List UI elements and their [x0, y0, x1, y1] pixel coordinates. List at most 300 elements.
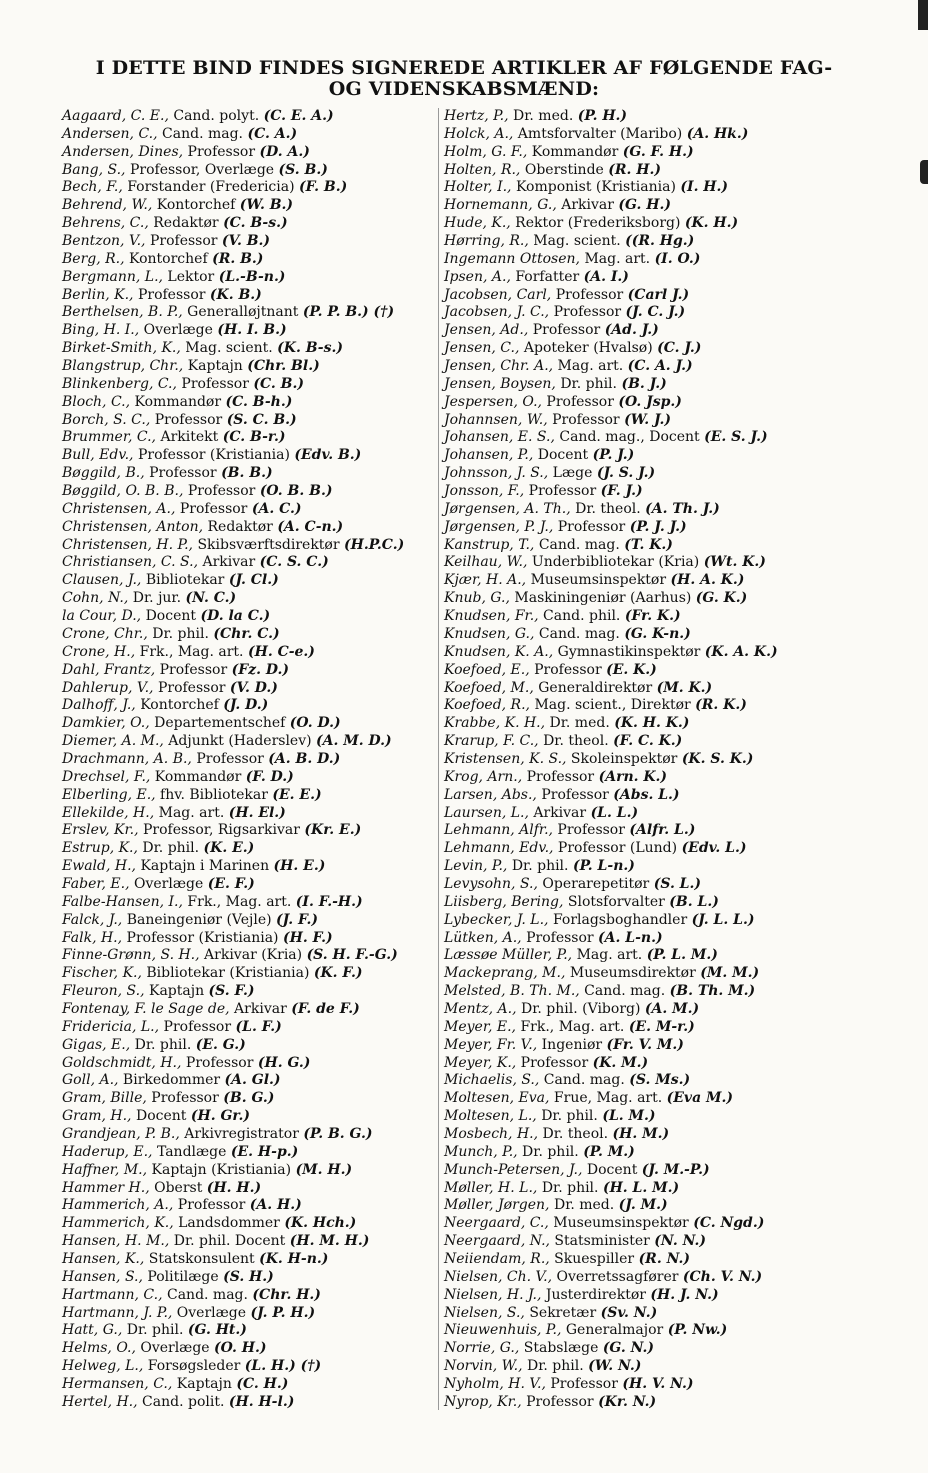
- list-item: [62, 1269, 434, 1287]
- list-item: [62, 662, 434, 680]
- contributor-signature: (I. O.): [654, 250, 701, 267]
- contributor-signature: (H. G.): [257, 1054, 311, 1071]
- contributor-signature: (B. G.): [223, 1090, 275, 1107]
- contributor-signature: (I. H.): [680, 179, 729, 196]
- list-item: [444, 1019, 844, 1037]
- list-item: [62, 1251, 434, 1269]
- contributor-title: Professor: [522, 768, 599, 785]
- list-item: [444, 179, 844, 197]
- contributor-signature: (K. A. K.): [704, 643, 778, 660]
- contributor-signature: (R. B.): [212, 250, 264, 267]
- contributor-name: Berthelsen, B. P.,: [62, 304, 183, 321]
- title-line-1: I DETTE BIND FINDES SIGNEREDE ARTIKLER AF FØLGENDE FAG-: [95, 57, 833, 79]
- contributor-signature: (T. K.): [624, 536, 673, 553]
- contributor-name: Nyholm, H. V.,: [444, 1376, 546, 1393]
- contributor-name: Gigas, E.,: [62, 1036, 131, 1053]
- contributor-title: Redaktør: [203, 518, 278, 535]
- list-item: [444, 215, 844, 233]
- list-item: [444, 805, 844, 823]
- list-item: [444, 787, 844, 805]
- contributor-title: Professor: [173, 1197, 250, 1214]
- contributor-signature: (Edv. L.): [681, 840, 747, 857]
- contributor-title: Operarepetitør: [537, 875, 654, 892]
- contributor-signature: (K. B-s.): [277, 340, 343, 357]
- contributor-name: Hatt, G.,: [62, 1322, 123, 1339]
- contributor-signature: (F. C. K.): [613, 733, 683, 750]
- contributor-signature: (S. F.): [208, 983, 255, 1000]
- contributor-title: Professor: [529, 661, 607, 678]
- contributor-title: Mag. scient.: [180, 340, 278, 357]
- contributor-name: Hammerich, K.,: [62, 1215, 174, 1232]
- contributor-title: Overlæge: [135, 1340, 215, 1357]
- contributor-title: Mag. art.: [580, 250, 655, 267]
- contributor-name: Borch, S. C.,: [62, 411, 151, 428]
- contributor-name: Kristensen, K. S.,: [444, 750, 567, 767]
- list-item: [62, 930, 434, 948]
- contributor-signature: (Ch. V. N.): [682, 1268, 763, 1285]
- contributor-name: Gram, Bille,: [62, 1090, 147, 1107]
- contributor-signature: (Wt. K.): [703, 554, 766, 571]
- contributor-signature: (W. N.): [588, 1358, 642, 1375]
- contributor-title: Kaptajn: [183, 358, 248, 375]
- contributor-title: Professor: [183, 483, 260, 500]
- contributor-title: Bibliotekar (Kristiania): [141, 965, 314, 982]
- contributor-title: Kontorchef: [152, 197, 240, 214]
- list-item: [444, 1180, 844, 1198]
- contributor-title: Dr. phil. Docent: [169, 1233, 290, 1250]
- contributor-signature: (J. D.): [223, 697, 269, 714]
- list-item: [444, 572, 844, 590]
- list-item: [444, 1072, 844, 1090]
- contributor-signature: (K. B.): [209, 286, 262, 303]
- list-item: [62, 162, 434, 180]
- contributor-name: Falbe-Hansen, I.,: [62, 893, 183, 910]
- contributor-name: Behrend, W.,: [62, 197, 153, 214]
- contributor-name: Jensen, Ad.,: [444, 322, 529, 339]
- contributor-name: Ingemann Ottosen,: [444, 250, 580, 267]
- contributor-signature: (C. B.): [253, 375, 304, 392]
- contributor-signature: (L. M.): [602, 1108, 656, 1125]
- contributor-name: Keilhau, W.,: [444, 554, 528, 571]
- list-item: [444, 1144, 844, 1162]
- list-item: [444, 840, 844, 858]
- list-item: [444, 733, 844, 751]
- contributor-signature: (A. M. D.): [316, 733, 392, 750]
- contributor-name: Christensen, H. P.,: [62, 536, 193, 553]
- right-column: [444, 108, 844, 1412]
- contributor-signature: (H. A. K.): [670, 572, 745, 589]
- contributor-signature: (C. H.): [236, 1376, 289, 1393]
- contributor-title: Cand. mag.: [539, 1072, 630, 1089]
- contributor-name: Goll, A.,: [62, 1072, 119, 1089]
- list-item: [62, 429, 434, 447]
- contributor-name: Holter, I.,: [444, 179, 512, 196]
- contributor-title: Professor: [549, 304, 626, 321]
- contributor-signature: (Fz. D.): [231, 661, 289, 678]
- contributor-title: Underbibliotekar (Kria): [527, 554, 704, 571]
- contributor-title: Professor: [191, 750, 269, 767]
- contributor-signature: (Eva M.): [666, 1090, 734, 1107]
- list-item: [62, 983, 434, 1001]
- contributor-signature: (R. H.): [608, 161, 661, 178]
- page-edge-mark: [918, 0, 928, 30]
- contributor-title: Museumsinspektør: [548, 1215, 694, 1232]
- contributor-title: Kaptajn: [172, 1376, 237, 1393]
- contributor-title: Professor: [183, 143, 260, 160]
- list-item: [444, 769, 844, 787]
- contributor-title: Frue, Mag. art.: [549, 1090, 667, 1107]
- list-item: [62, 1376, 434, 1394]
- contributor-name: Meyer, Fr. V.,: [444, 1036, 538, 1053]
- list-item: [444, 912, 844, 930]
- contributor-signature: (H. Gr.): [190, 1108, 250, 1125]
- contributor-title: Cand. polyt.: [168, 108, 264, 124]
- contributor-name: Hansen, H. M.,: [62, 1233, 170, 1250]
- contributor-name: Hørring, R.,: [444, 233, 529, 250]
- contributor-signature: (P. J.): [592, 447, 635, 464]
- list-item: [62, 1233, 434, 1251]
- contributor-name: Drechsel, F.,: [62, 768, 151, 785]
- contributor-title: Professor: [144, 465, 222, 482]
- contributor-signature: (S. C. B.): [226, 411, 297, 428]
- list-item: [62, 1072, 434, 1090]
- contributor-signature: (L. H.) (†): [244, 1358, 322, 1375]
- list-item: [444, 983, 844, 1001]
- contributor-signature: (K. Hch.): [284, 1215, 357, 1232]
- contributor-title: Rektor (Frederiksborg): [510, 215, 685, 232]
- contributor-title: Dr. phil.: [517, 1143, 584, 1160]
- contributor-signature: (F. D.): [245, 768, 294, 785]
- contributor-name: Brummer, C.,: [62, 429, 157, 446]
- contributor-name: Kjær, H. A.,: [444, 572, 527, 589]
- contributor-name: Neergaard, C.,: [444, 1215, 549, 1232]
- contributor-name: Lütken, A.,: [444, 929, 522, 946]
- contributor-title: Dr. jur.: [128, 590, 186, 607]
- contributor-signature: (K. M.): [592, 1054, 649, 1071]
- contributor-signature: (N. C.): [185, 590, 237, 607]
- contributor-name: Norrie, G.,: [444, 1340, 520, 1357]
- list-item: [62, 501, 434, 519]
- contributor-title: Professor (Lund): [553, 840, 682, 857]
- list-item: [62, 1126, 434, 1144]
- contributor-title: Frk., Mag. art.: [135, 643, 248, 660]
- contributor-title: fhv. Bibliotekar: [155, 786, 273, 803]
- list-item: [444, 483, 844, 501]
- contributor-signature: (G. K-n.): [624, 625, 691, 642]
- contributor-title: Professor: [155, 661, 232, 678]
- contributor-title: Cand. mag.: [579, 983, 670, 1000]
- contributor-name: Moltesen, Eva,: [444, 1090, 550, 1107]
- list-item: [62, 1358, 434, 1376]
- contributor-title: Mag. scient., Direktør: [530, 697, 696, 714]
- contributor-signature: (P. M.): [583, 1143, 635, 1160]
- contributor-signature: (B. Th. M.): [669, 983, 756, 1000]
- contributor-signature: (H. E.): [273, 858, 326, 875]
- contributor-name: Bang, S.,: [62, 161, 126, 178]
- list-item: [444, 1233, 844, 1251]
- contributor-signature: (K. S. K.): [681, 750, 754, 767]
- list-item: [444, 1108, 844, 1126]
- list-item: [62, 215, 434, 233]
- contributor-name: Haderup, E.,: [62, 1143, 153, 1160]
- contributor-name: Hornemann, G.,: [444, 197, 557, 214]
- contributor-title: Frk., Mag. art.: [516, 1018, 629, 1035]
- contributor-signature: (M. M.): [700, 965, 760, 982]
- list-item: [62, 287, 434, 305]
- list-item: [62, 554, 434, 572]
- contributor-name: Johansen, P.,: [444, 447, 534, 464]
- contributor-signature: (I. F.-H.): [295, 893, 363, 910]
- list-item: [444, 626, 844, 644]
- contributor-signature: (E. K.): [606, 661, 657, 678]
- contributor-title: Baneingeniør (Vejle): [122, 911, 277, 928]
- contributor-name: Birket-Smith, K.,: [62, 340, 181, 357]
- list-item: [444, 965, 844, 983]
- contributor-name: Laursen, L.,: [444, 804, 529, 821]
- contributor-name: Drachmann, A. B.,: [62, 750, 192, 767]
- contributor-name: la Cour, D.,: [62, 608, 142, 625]
- list-item: [444, 644, 844, 662]
- list-item: [444, 287, 844, 305]
- list-item: [444, 144, 844, 162]
- contributor-signature: (L. L.): [590, 804, 639, 821]
- contributor-name: Estrup, K.,: [62, 840, 138, 857]
- contributor-name: Dahlerup, V.,: [62, 679, 154, 696]
- contributor-signature: (F. J.): [600, 483, 643, 500]
- list-item: [444, 1287, 844, 1305]
- contributor-name: Bøggild, B.,: [62, 465, 145, 482]
- contributor-title: Museumsinspektør: [526, 572, 671, 589]
- contributor-signature: (A. Th. J.): [645, 500, 720, 517]
- contributor-title: Professor, Overlæge: [125, 161, 279, 178]
- list-item: [444, 1055, 844, 1073]
- list-item: [444, 715, 844, 733]
- contributor-name: Hammerich, A.,: [62, 1197, 174, 1214]
- contributor-name: Ellekilde, H.,: [62, 804, 155, 821]
- contributor-title: Professor: [153, 679, 230, 696]
- contributor-title: Birkedommer: [118, 1072, 225, 1089]
- list-item: [62, 894, 434, 912]
- contributor-signature: (C. J.): [657, 340, 702, 357]
- list-item: [62, 697, 434, 715]
- contributor-title: Dr. phil.: [147, 625, 214, 642]
- contributor-name: Faber, E.,: [62, 875, 130, 892]
- contributor-title: Dr. med.: [549, 1197, 619, 1214]
- list-item: [444, 608, 844, 626]
- contributor-signature: (F. de F.): [291, 1000, 360, 1017]
- contributor-title: Dr. theol.: [538, 1125, 613, 1142]
- list-item: [62, 126, 434, 144]
- list-item: [62, 769, 434, 787]
- contributor-name: Mackeprang, M.,: [444, 965, 566, 982]
- contributor-name: Nielsen, H. J.,: [444, 1286, 542, 1303]
- list-item: [62, 483, 434, 501]
- list-item: [62, 1090, 434, 1108]
- list-item: [444, 1269, 844, 1287]
- contributor-title: Kaptajn i Marinen: [136, 858, 274, 875]
- contributor-title: Professor: [175, 500, 252, 517]
- list-item: [62, 912, 434, 930]
- contributor-name: Christensen, A.,: [62, 500, 176, 517]
- list-item: [62, 412, 434, 430]
- contributor-name: Andersen, Dines,: [62, 143, 184, 160]
- list-item: [444, 412, 844, 430]
- contributor-name: Blangstrup, Chr.,: [62, 358, 184, 375]
- contributor-name: Læssøe Müller, P.,: [444, 947, 573, 964]
- contributor-title: Oberstinde: [520, 161, 609, 178]
- contributor-name: Crone, Chr.,: [62, 625, 148, 642]
- contributor-title: Dr. theol.: [538, 733, 614, 750]
- contributor-title: Arkivregistrator: [179, 1125, 304, 1142]
- list-item: [444, 108, 844, 126]
- list-item: [444, 1215, 844, 1233]
- list-item: [62, 519, 434, 537]
- contributor-title: Departementschef: [149, 715, 290, 732]
- contributor-title: Professor (Kristiania): [133, 447, 295, 464]
- contributor-name: Bentzon, V.,: [62, 233, 146, 250]
- list-item: [62, 644, 434, 662]
- contributor-signature: (A. H.): [249, 1197, 302, 1214]
- contributor-signature: (H. J. N.): [650, 1286, 719, 1303]
- list-item: [444, 662, 844, 680]
- contributor-title: Redaktør: [148, 215, 224, 232]
- contributor-title: Professor: [521, 929, 599, 946]
- list-item: [444, 376, 844, 394]
- contributor-signature: (D. A.): [259, 143, 310, 160]
- contributor-signature: (J. M.-P.): [641, 1161, 710, 1178]
- contributor-title: Arkitekt: [156, 429, 223, 446]
- contributor-title: Professor: [547, 411, 625, 428]
- contributor-title: Overlæge: [172, 1304, 251, 1321]
- list-item: [444, 394, 844, 412]
- contributor-name: Falck, J.,: [62, 911, 123, 928]
- contributor-name: Damkier, O.,: [62, 715, 150, 732]
- contributor-title: Mag. art.: [553, 358, 628, 375]
- contributor-signature: (V. D.): [229, 679, 278, 696]
- contributor-title: Forsøgsleder: [143, 1358, 245, 1375]
- contributor-name: Nielsen, S.,: [444, 1304, 525, 1321]
- contributor-title: Dr. phil.: [537, 1179, 603, 1196]
- contributor-title: Gymnastikinspektør: [553, 643, 705, 660]
- list-item: [62, 251, 434, 269]
- contributor-title: Adjunkt (Haderslev): [163, 733, 317, 750]
- contributor-title: Professor: [551, 286, 628, 303]
- list-item: [62, 1019, 434, 1037]
- contributor-name: Grandjean, P. B.,: [62, 1125, 180, 1142]
- contributor-title: Generalløjtnant: [182, 304, 303, 321]
- contributor-name: Ipsen, A.,: [444, 268, 511, 285]
- list-item: [62, 447, 434, 465]
- contributor-name: Hartmann, J. P.,: [62, 1304, 173, 1321]
- contributor-name: Hertel, H.,: [62, 1393, 138, 1410]
- contributor-signature: (W. B.): [239, 197, 294, 214]
- list-item: [62, 1215, 434, 1233]
- contributor-title: Forstander (Fredericia): [122, 179, 299, 196]
- list-item: [62, 322, 434, 340]
- contributor-name: Finne-Grønn, S. H.,: [62, 947, 200, 964]
- contributor-title: Mag. scient.: [528, 233, 626, 250]
- contributor-name: Hammer H.,: [62, 1179, 150, 1196]
- contributor-title: Sekretær: [524, 1304, 601, 1321]
- contributor-signature: (N. N.): [654, 1233, 706, 1250]
- contributor-signature: (B. L.): [669, 893, 719, 910]
- contributor-signature: (A. Gl.): [224, 1072, 281, 1089]
- contributor-title: Forfatter: [510, 268, 584, 285]
- list-item: [62, 197, 434, 215]
- contributor-title: Overretssagfører: [552, 1268, 683, 1285]
- contributor-signature: (H. H-l.): [228, 1393, 295, 1410]
- contributor-title: Politilæge: [142, 1268, 224, 1285]
- contributor-title: Ingeniør: [537, 1036, 607, 1053]
- contributor-signature: (P. L. M.): [646, 947, 718, 964]
- contributor-signature: (E. G.): [195, 1036, 246, 1053]
- contributor-name: Jacobsen, Carl,: [444, 286, 552, 303]
- contributor-title: Generaldirektør: [533, 679, 657, 696]
- contributor-title: Professor (Kristiania): [122, 929, 283, 946]
- list-item: [62, 537, 434, 555]
- contributor-title: Docent: [533, 447, 593, 464]
- contributor-signature: (J. S. J.): [596, 465, 656, 482]
- list-item: [444, 894, 844, 912]
- contributor-name: Mentz, A.,: [444, 1000, 517, 1017]
- list-item: [444, 304, 844, 322]
- contributor-signature: (Fr. V. M.): [606, 1036, 684, 1053]
- contributor-title: Arkivar: [528, 804, 591, 821]
- list-item: [444, 269, 844, 287]
- contributor-title: Professor: [528, 322, 605, 339]
- contributor-name: Knub, G.,: [444, 590, 510, 607]
- contributor-signature: (G. F. H.): [622, 143, 694, 160]
- contributor-signature: (J. M.): [618, 1197, 668, 1214]
- contributor-name: Andersen, C.,: [62, 125, 158, 142]
- contributor-signature: (G. H.): [618, 197, 671, 214]
- contributor-title: Dr. phil.: [130, 1036, 196, 1053]
- list-item: [444, 1394, 844, 1412]
- contributor-title: Læge: [548, 465, 597, 482]
- list-item: [62, 1144, 434, 1162]
- list-item: [444, 126, 844, 144]
- page-title: [40, 58, 888, 100]
- list-item: [444, 1340, 844, 1358]
- contributor-title: Kommandør: [150, 768, 246, 785]
- contributor-signature: (H. I. B.): [217, 322, 287, 339]
- list-item: [444, 947, 844, 965]
- contributor-signature: (E. E.): [272, 786, 322, 803]
- contributor-title: Cand. mag.: [534, 536, 625, 553]
- contributor-title: Kaptajn: [144, 983, 209, 1000]
- list-item: [444, 1305, 844, 1323]
- contributor-signature: (L.-B-n.): [218, 268, 286, 285]
- contributor-signature: (C. B-h.): [225, 393, 293, 410]
- contributor-name: Kanstrup, T.,: [444, 536, 535, 553]
- contributor-signature: (H. L. M.): [602, 1179, 680, 1196]
- contributor-title: Komponist (Kristiania): [511, 179, 681, 196]
- contributor-name: Cohn, N.,: [62, 590, 129, 607]
- contributor-name: Møller, Jørgen,: [444, 1197, 550, 1214]
- contributor-signature: (M. H.): [295, 1161, 353, 1178]
- contributor-signature: (P. Nw.): [667, 1322, 728, 1339]
- contributor-name: Fridericia, L.,: [62, 1018, 160, 1035]
- contributor-signature: (H. C-e.): [247, 643, 315, 660]
- contributor-name: Haffner, M.,: [62, 1161, 148, 1178]
- contributor-signature: (Fr. K.): [624, 608, 681, 625]
- contributor-name: Lehmann, Edv.,: [444, 840, 554, 857]
- contributor-signature: (V. B.): [221, 233, 271, 250]
- list-item: [444, 537, 844, 555]
- contributor-signature: (E. F.): [207, 875, 255, 892]
- contributor-name: Aagaard, C. E.,: [62, 108, 169, 124]
- contributor-name: Jensen, Boysen,: [444, 375, 556, 392]
